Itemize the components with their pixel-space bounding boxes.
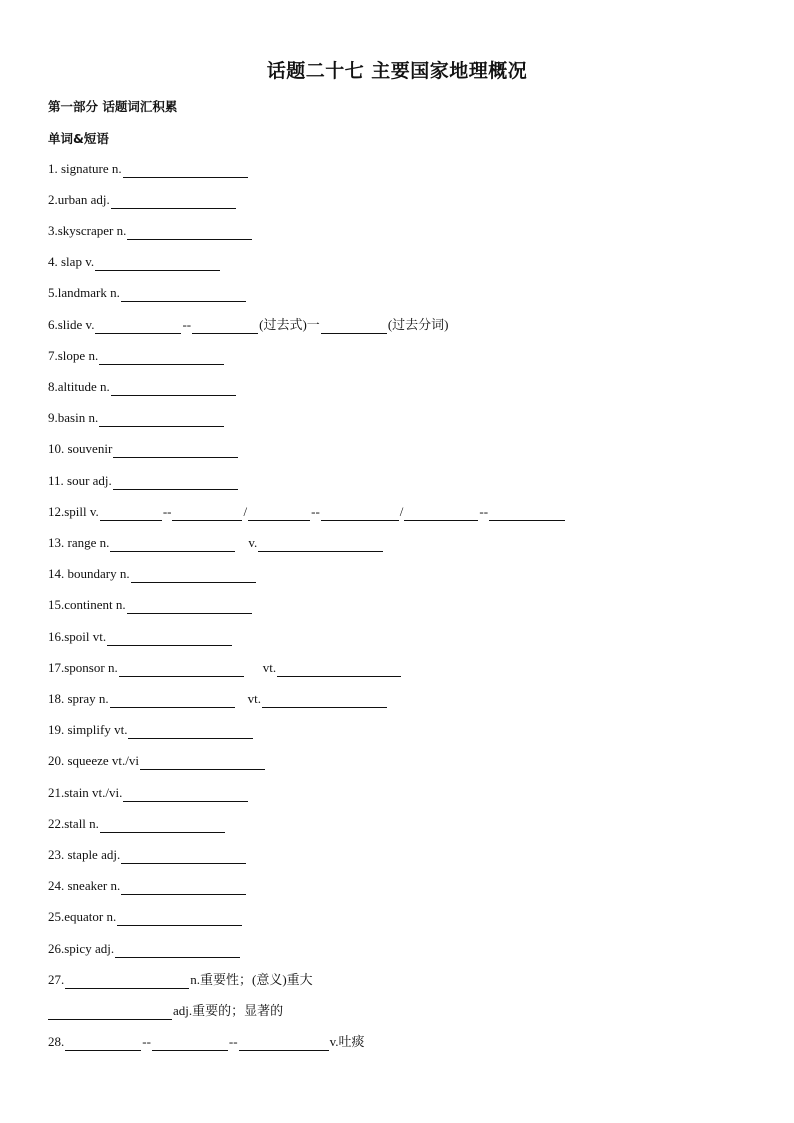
answer-blank[interactable]	[127, 599, 252, 614]
vocab-item-10	[48, 440, 239, 458]
vocab-item-5	[48, 284, 247, 302]
item-text: --	[162, 504, 172, 519]
answer-blank[interactable]	[262, 693, 387, 708]
answer-blank[interactable]	[113, 443, 238, 458]
item-text: 2.urban adj.	[48, 192, 110, 207]
vocab-item-3	[48, 222, 253, 240]
vocab-item-9	[48, 409, 225, 427]
vocab-item-24	[48, 877, 247, 895]
item-text: 15.continent n.	[48, 597, 126, 612]
answer-blank[interactable]	[100, 818, 225, 833]
item-text: 28.	[48, 1034, 65, 1049]
answer-blank[interactable]	[107, 631, 232, 646]
item-text: 19. simplify vt.	[48, 722, 128, 737]
section-heading: 第一部分 话题词汇积累	[48, 99, 178, 114]
vocab-item-8	[48, 378, 237, 396]
answer-blank[interactable]	[110, 537, 235, 552]
answer-blank[interactable]	[121, 880, 246, 895]
item-text: 5.landmark n.	[48, 285, 120, 300]
vocab-item-18	[48, 690, 388, 708]
answer-blank[interactable]	[321, 506, 399, 521]
vocab-item-19	[48, 721, 254, 739]
vocab-item-22	[48, 815, 226, 833]
item-text: 7.slope n.	[48, 348, 99, 363]
item-text: --	[182, 317, 192, 332]
answer-blank[interactable]	[110, 693, 235, 708]
answer-blank[interactable]	[128, 724, 253, 739]
item-text: 1. signature n.	[48, 161, 122, 176]
item-text: --	[228, 1034, 238, 1049]
item-text: 22.stall n.	[48, 816, 99, 831]
item-text: 11. sour adj.	[48, 473, 112, 488]
vocab-item-6	[48, 316, 448, 334]
item-text: n.重要性；(意义)重大	[190, 972, 313, 987]
item-text: /	[243, 504, 248, 519]
item-text: 27.	[48, 972, 65, 987]
vocab-item-15	[48, 596, 253, 614]
item-text: 24. sneaker n.	[48, 878, 121, 893]
item-text: 9.basin n.	[48, 410, 99, 425]
item-text: 21.stain vt./vi.	[48, 785, 123, 800]
answer-blank[interactable]	[113, 475, 238, 490]
item-text: --	[479, 504, 489, 519]
item-text: v.	[248, 535, 258, 550]
item-text: 12.spill v.	[48, 504, 99, 519]
answer-blank[interactable]	[121, 849, 246, 864]
page-title: 话题二十七 主要国家地理概况	[266, 60, 528, 82]
item-text: 13. range n.	[48, 535, 110, 550]
item-text: adj.重要的；显著的	[173, 1003, 284, 1018]
answer-blank[interactable]	[258, 537, 383, 552]
item-text: 4. slap v.	[48, 254, 95, 269]
answer-blank[interactable]	[140, 755, 265, 770]
answer-blank[interactable]	[117, 911, 242, 926]
vocab-item-26	[48, 940, 241, 958]
vocab-item-1	[48, 160, 249, 178]
answer-blank[interactable]	[48, 1005, 172, 1020]
answer-blank[interactable]	[127, 225, 252, 240]
answer-blank[interactable]	[248, 506, 310, 521]
item-text: 26.spicy adj.	[48, 941, 115, 956]
item-text: 14. boundary n.	[48, 566, 130, 581]
vocab-item-14	[48, 565, 257, 583]
answer-blank[interactable]	[277, 662, 401, 677]
answer-blank[interactable]	[100, 506, 162, 521]
item-text: 3.skyscraper n.	[48, 223, 127, 238]
vocab-item-12	[48, 503, 566, 521]
answer-blank[interactable]	[123, 787, 248, 802]
item-text: (过去分词)	[387, 317, 449, 332]
item-text: 23. staple adj.	[48, 847, 121, 862]
item-text: 16.spoil vt.	[48, 629, 107, 644]
answer-blank[interactable]	[111, 381, 236, 396]
answer-blank[interactable]	[99, 350, 224, 365]
vocab-item-16	[48, 628, 233, 646]
item-text: 17.sponsor n.	[48, 660, 118, 675]
item-text: 8.altitude n.	[48, 379, 110, 394]
vocab-item-17	[48, 659, 402, 677]
vocab-item-7	[48, 347, 225, 365]
answer-blank[interactable]	[121, 287, 246, 302]
vocab-item-28	[48, 1033, 365, 1051]
answer-blank[interactable]	[119, 662, 244, 677]
item-text: /	[399, 504, 404, 519]
vocab-item-23	[48, 846, 247, 864]
answer-blank[interactable]	[172, 506, 242, 521]
item-text: 6.slide v.	[48, 317, 95, 332]
item-text: vt.	[247, 691, 262, 706]
vocab-item-11	[48, 472, 239, 490]
item-text: 10. souvenir	[48, 441, 113, 456]
answer-blank[interactable]	[95, 319, 181, 334]
vocab-item-21	[48, 784, 249, 802]
item-text: vt.	[262, 660, 277, 675]
answer-blank[interactable]	[404, 506, 478, 521]
answer-blank[interactable]	[192, 319, 258, 334]
vocab-item-2	[48, 191, 237, 209]
item-text: --	[311, 504, 320, 519]
answer-blank[interactable]	[115, 943, 240, 958]
answer-blank[interactable]	[239, 1036, 329, 1051]
answer-blank[interactable]	[152, 1036, 228, 1051]
answer-blank[interactable]	[131, 568, 256, 583]
vocab-item-13	[48, 534, 384, 552]
answer-blank[interactable]	[111, 194, 236, 209]
item-text: (过去式)一	[259, 317, 320, 332]
item-text: 25.equator n.	[48, 909, 117, 924]
item-text: v.吐痰	[329, 1034, 365, 1049]
answer-blank[interactable]	[489, 506, 565, 521]
answer-blank[interactable]	[65, 974, 189, 989]
answer-blank[interactable]	[321, 319, 387, 334]
subsection-heading: 单词&短语	[48, 131, 109, 146]
answer-blank[interactable]	[95, 256, 220, 271]
vocab-item-20	[48, 752, 266, 770]
item-text: 20. squeeze vt./vi	[48, 753, 139, 768]
vocab-item-25	[48, 908, 243, 926]
vocab-item-27	[48, 971, 313, 989]
answer-blank[interactable]	[65, 1036, 141, 1051]
answer-blank[interactable]	[99, 412, 224, 427]
item-text: --	[142, 1034, 151, 1049]
answer-blank[interactable]	[123, 163, 248, 178]
vocab-item-27b	[48, 1002, 283, 1020]
item-text: 18. spray n.	[48, 691, 109, 706]
vocab-item-4	[48, 253, 221, 271]
